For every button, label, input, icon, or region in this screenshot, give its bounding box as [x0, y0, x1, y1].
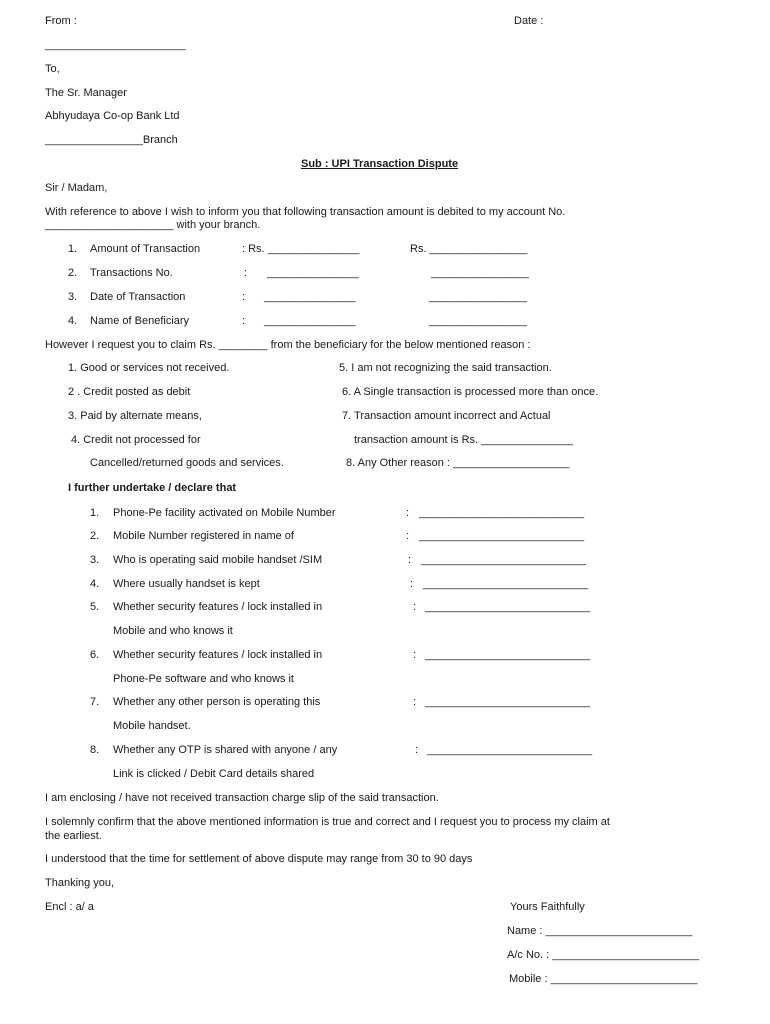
thanking-line: Thanking you,	[45, 877, 115, 889]
undertaking-colon: :	[408, 554, 412, 566]
undertaking-text-continued: Mobile handset.	[113, 720, 191, 732]
undertaking-blank: ___________________________	[425, 649, 591, 661]
undertaking-blank: ___________________________	[425, 601, 591, 613]
undertaking-num: 5.	[90, 601, 100, 613]
detail-second-value: ________________	[431, 267, 529, 279]
detail-colon: :	[242, 315, 246, 327]
yours-faithfully: Yours Faithfully	[510, 901, 585, 913]
undertaking-colon: :	[413, 601, 417, 613]
undertaking-colon: :	[413, 649, 417, 661]
undertaking-num: 1.	[90, 507, 100, 519]
undertaking-num: 3.	[90, 554, 100, 566]
undertaking-blank: ___________________________	[427, 744, 593, 756]
detail-colon: :	[242, 291, 246, 303]
undertaking-text: Whether any other person is operating this	[113, 696, 321, 708]
intro-line-2: _____________________ with your branch.	[45, 219, 261, 231]
detail-label: Date of Transaction	[90, 291, 186, 303]
from-label: From :	[45, 15, 77, 27]
detail-num: 4.	[68, 315, 78, 327]
detail-label: Transactions No.	[90, 267, 173, 279]
undertaking-blank: ___________________________	[423, 578, 589, 590]
reason-2: 2 . Credit posted as debit	[68, 386, 191, 398]
detail-label: Name of Beneficiary	[90, 315, 190, 327]
undertaking-blank: ___________________________	[419, 507, 585, 519]
date-label: Date :	[514, 15, 544, 27]
undertaking-num: 7.	[90, 696, 100, 708]
reason-3: 3. Paid by alternate means,	[68, 410, 202, 422]
undertaking-colon: :	[406, 530, 410, 542]
claim-line: However I request you to claim Rs. ________ from the beneficiary for the below mentioned reason :	[45, 339, 531, 351]
detail-label: Amount of Transaction	[90, 243, 201, 255]
reason-6: 6. A Single transaction is processed more than once.	[342, 386, 599, 398]
reason-4: 4. Credit not processed for	[71, 434, 201, 446]
undertaking-blank: ___________________________	[425, 696, 591, 708]
reason-5: 5. I am not recognizing the said transaction.	[339, 362, 552, 374]
undertaking-text-continued: Phone-Pe software and who knows it	[113, 673, 294, 685]
signature-account-number: A/c No. : ________________________	[507, 949, 700, 961]
undertaking-text-continued: Mobile and who knows it	[113, 625, 233, 637]
detail-num: 2.	[68, 267, 78, 279]
detail-second-value: ________________	[429, 315, 527, 327]
undertaking-text-continued: Link is clicked / Debit Card details shared	[113, 768, 315, 780]
reason-4-continued: Cancelled/returned goods and services.	[90, 457, 284, 469]
undertaking-colon: :	[410, 578, 414, 590]
reason-7: 7. Transaction amount incorrect and Actual	[342, 410, 551, 422]
undertaking-blank: ___________________________	[419, 530, 585, 542]
undertaking-num: 6.	[90, 649, 100, 661]
undertake-heading: I further undertake / declare that	[68, 482, 237, 494]
detail-value: : Rs. _______________	[242, 243, 360, 255]
undertaking-text: Mobile Number registered in name of	[113, 530, 294, 542]
enclosure-line: Encl : a/ a	[45, 901, 94, 913]
detail-blank: _______________	[264, 291, 356, 303]
signature-mobile: Mobile : ________________________	[509, 973, 698, 985]
undertaking-text: Where usually handset is kept	[113, 578, 260, 590]
address-branch: ________________Branch	[45, 134, 178, 146]
salutation: Sir / Madam,	[45, 182, 108, 194]
address-bank: Abhyudaya Co-op Bank Ltd	[45, 110, 180, 122]
undertaking-colon: :	[406, 507, 410, 519]
detail-blank: _______________	[264, 315, 356, 327]
detail-num: 1.	[68, 243, 78, 255]
from-blank: _______________________	[45, 39, 186, 51]
address-recipient: The Sr. Manager	[45, 87, 127, 99]
undertaking-num: 4.	[90, 578, 100, 590]
undertaking-blank: ___________________________	[421, 554, 587, 566]
reason-1: 1. Good or services not received.	[68, 362, 230, 374]
enclosing-statement: I am enclosing / have not received transaction charge slip of the said transaction.	[45, 792, 439, 804]
undertaking-text: Who is operating said mobile handset /SIM	[113, 554, 323, 566]
undertaking-text: Whether any OTP is shared with anyone / any	[113, 744, 338, 756]
undertaking-colon: :	[413, 696, 417, 708]
confirm-line-1: I solemnly confirm that the above mentioned information is true and correct and I request you to process my claim at	[45, 816, 610, 828]
detail-num: 3.	[68, 291, 78, 303]
detail-second-value: ________________	[429, 291, 527, 303]
detail-colon: :	[244, 267, 248, 279]
reason-7-continued: transaction amount is Rs. _______________	[354, 434, 573, 446]
signature-name: Name : ________________________	[507, 925, 693, 937]
undertaking-text: Whether security features / lock installed in	[113, 649, 323, 661]
undertaking-colon: :	[415, 744, 419, 756]
detail-second-value: Rs. ________________	[410, 243, 528, 255]
undertaking-num: 8.	[90, 744, 100, 756]
undertaking-text: Whether security features / lock installed in	[113, 601, 323, 613]
subject-line: Sub : UPI Transaction Dispute	[301, 158, 459, 170]
detail-blank: _______________	[267, 267, 359, 279]
confirm-line-2: the earliest.	[45, 830, 102, 842]
settlement-statement: I understood that the time for settlement of above dispute may range from 30 to 90 days	[45, 853, 473, 865]
undertaking-num: 2.	[90, 530, 100, 542]
undertaking-text: Phone-Pe facility activated on Mobile Number	[113, 507, 336, 519]
intro-line-1: With reference to above I wish to inform you that following transaction amount is debited to my account No.	[45, 206, 566, 218]
reason-8: 8. Any Other reason : ___________________	[346, 457, 570, 469]
address-to: To,	[45, 63, 60, 75]
